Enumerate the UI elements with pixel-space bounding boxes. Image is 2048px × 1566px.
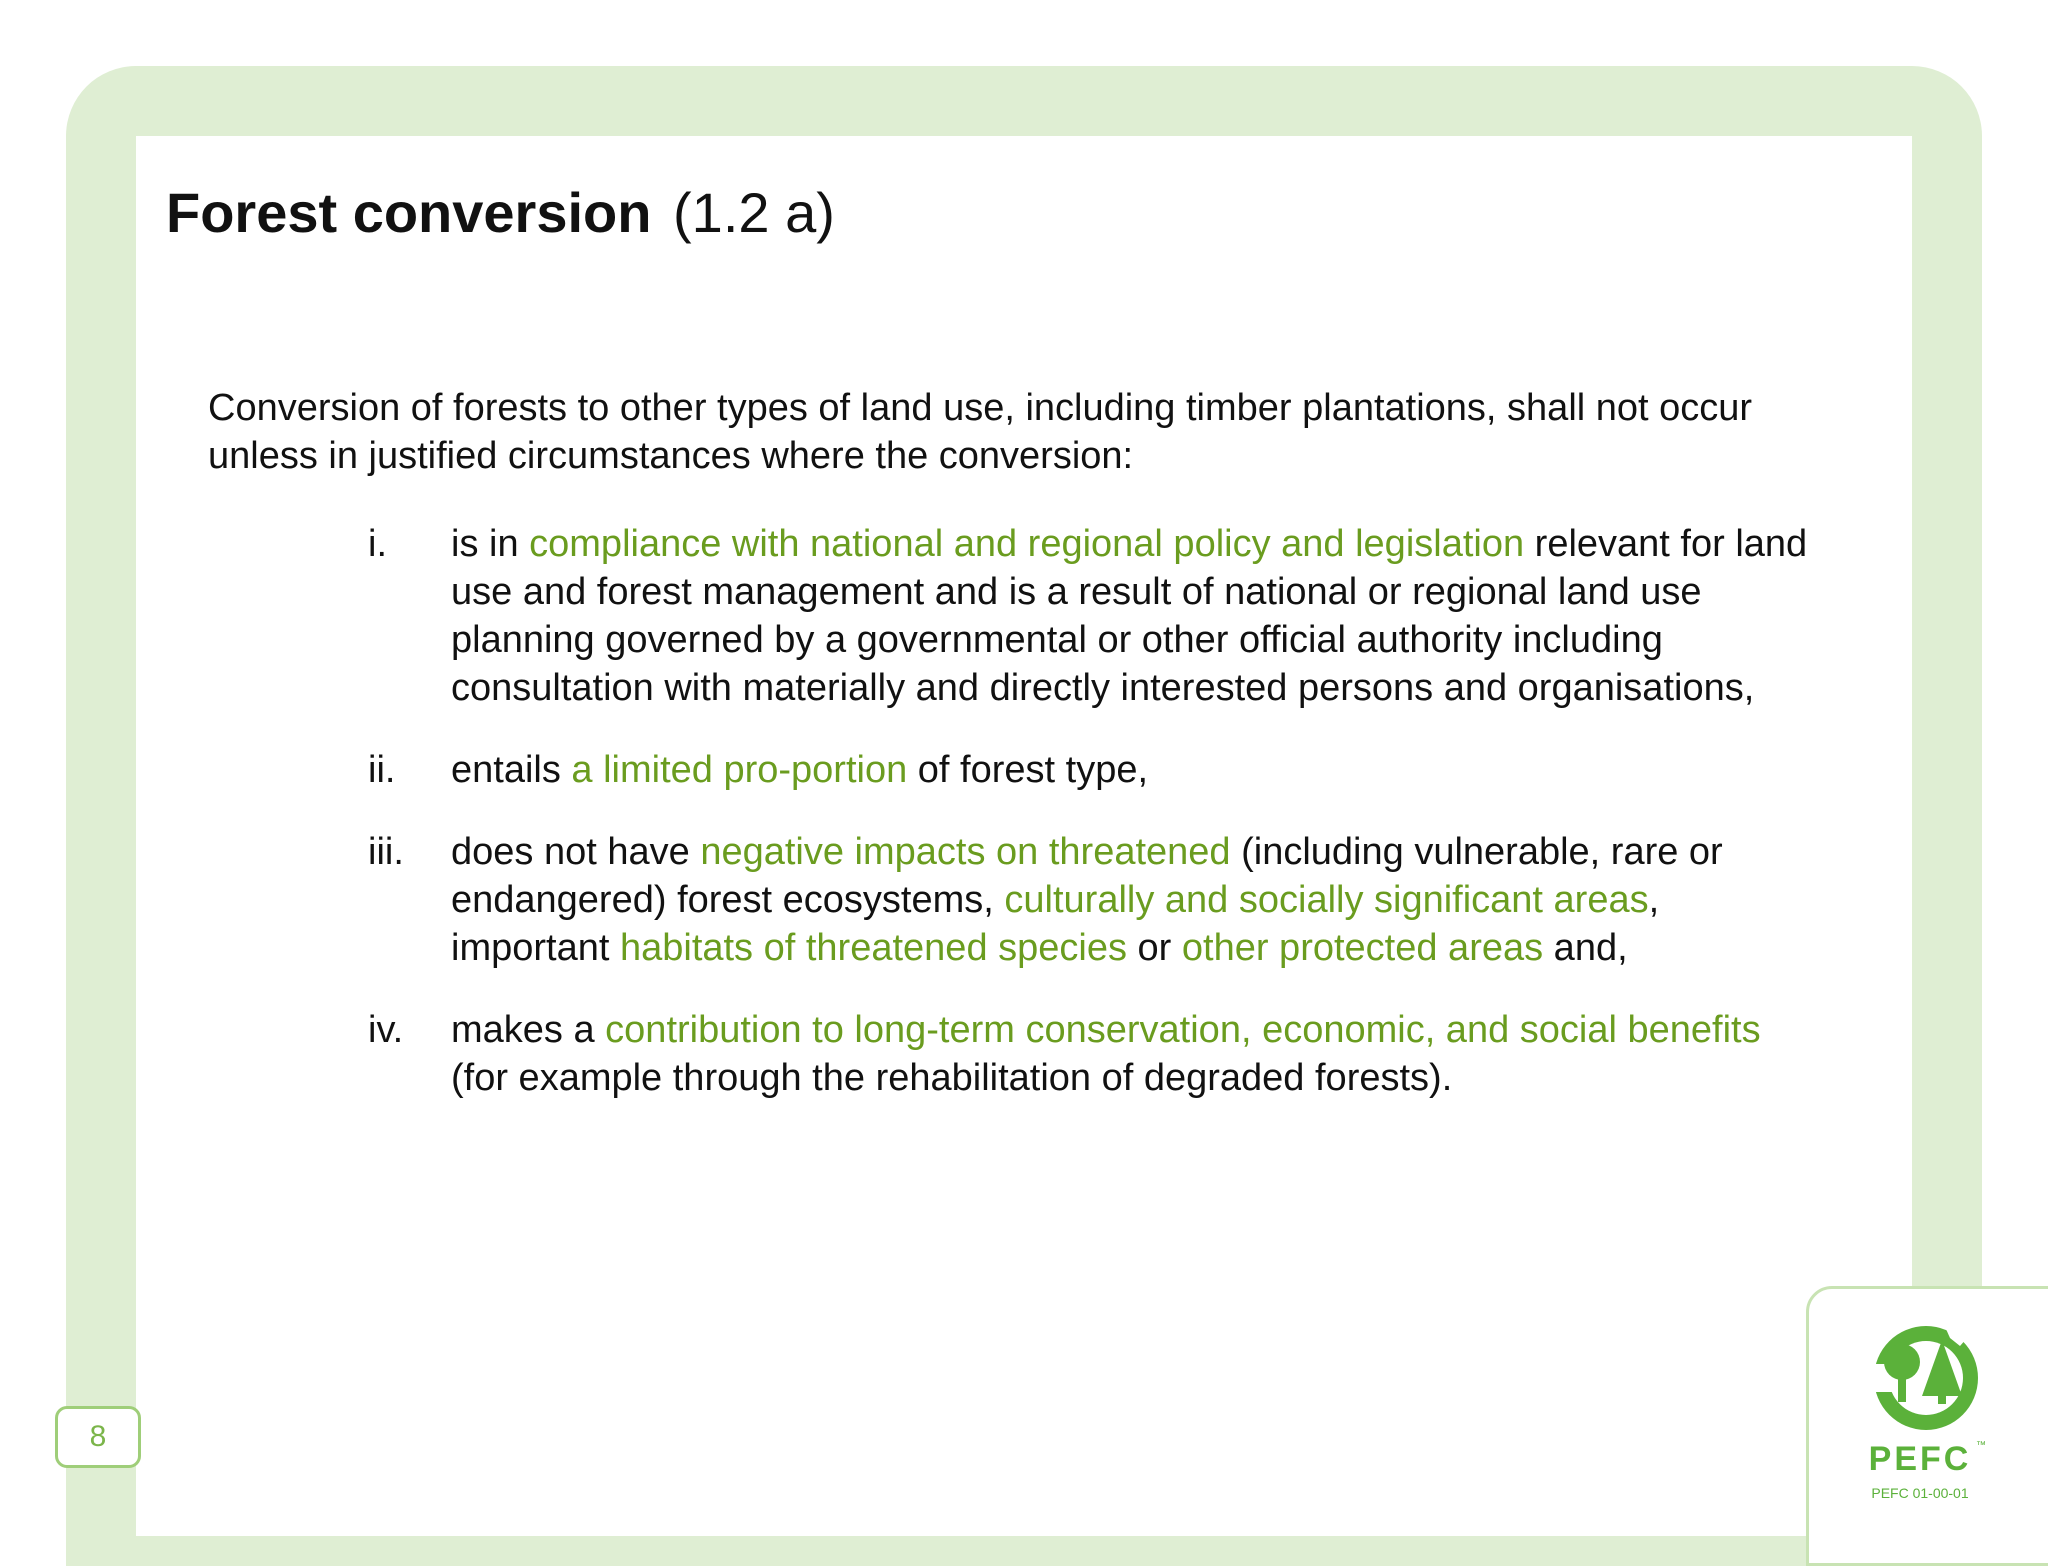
page-number-badge: 8 (55, 1406, 141, 1468)
highlighted-phrase: habitats of threatened species (619, 927, 1127, 969)
slide-title (166, 180, 835, 245)
list-text: and, (1543, 927, 1628, 969)
highlighted-phrase: culturally and socially significant areas (1004, 879, 1649, 921)
pefc-emblem-icon (1870, 1320, 1978, 1430)
pefc-trademark: ™ (1976, 1440, 1986, 1451)
list-text: (for example through the rehabilitation of degraded forests). (451, 1057, 1453, 1099)
list-item (368, 746, 1828, 794)
list-text: makes a (451, 1009, 606, 1051)
list-text: relevant for land use and forest management and is a result of national or regional land use planning governed by a governmental or other official authority including consultation with materially and directly interested persons and organisations, (451, 523, 1808, 709)
list-text: (including vulnerable, rare or endangered) forest ecosystems, (451, 831, 1723, 921)
list-item (368, 1006, 1828, 1102)
list-text: entails (451, 749, 572, 791)
list-text: does not have (451, 831, 701, 873)
slide-title-reference: (1.2 a) (673, 181, 835, 244)
list-text: is in (451, 523, 530, 565)
list-text: or (1126, 927, 1182, 969)
intro-paragraph: Conversion of forests to other types of land use, including timber plantations, shall not occur unless in justified circumstances where the conversion: (208, 387, 1753, 477)
list-item (368, 828, 1828, 972)
highlighted-phrase: a limited pro-portion (571, 749, 908, 791)
slide-title-main: Forest conversion (166, 181, 652, 244)
pefc-wordmark: PEFC (1868, 1440, 1972, 1478)
highlighted-phrase: other protected areas (1181, 927, 1544, 969)
highlighted-phrase: negative impacts on threatened (700, 831, 1231, 873)
conditions-list (368, 520, 1828, 1136)
list-numeral: ii. (368, 749, 396, 791)
list-numeral: iv. (368, 1009, 404, 1051)
list-text: , important (451, 879, 1660, 969)
pefc-code: PEFC 01-00-01 (1871, 1485, 1969, 1501)
highlighted-phrase: compliance with national and regional policy and legislation (529, 523, 1525, 565)
list-item (368, 520, 1828, 712)
list-text: of forest type, (907, 749, 1149, 791)
list-numeral: i. (368, 523, 387, 565)
pefc-logo (1856, 1320, 1996, 1520)
highlighted-phrase: contribution to long-term conservation, economic, and social benefits (605, 1009, 1761, 1051)
list-numeral: iii. (368, 831, 404, 873)
